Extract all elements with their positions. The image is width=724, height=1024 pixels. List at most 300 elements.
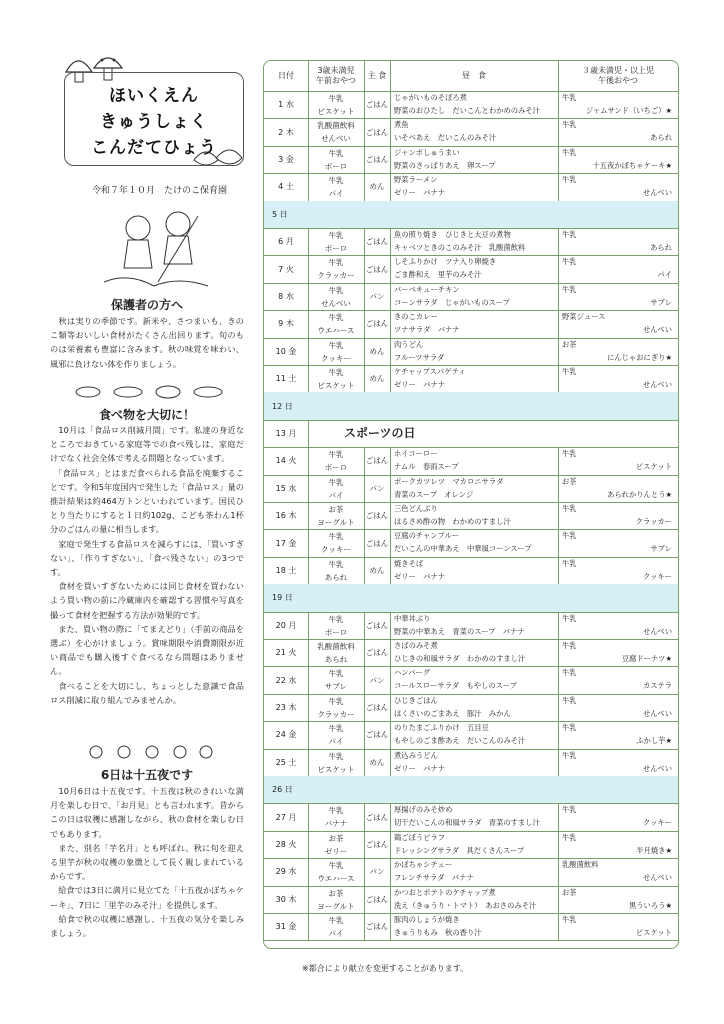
- date-day: 24: [275, 730, 286, 740]
- date-cell: [264, 694, 309, 721]
- table-row: [264, 694, 678, 722]
- staple-cell: ごはん: [364, 721, 391, 748]
- am-snack-cell: [308, 310, 365, 337]
- am-drink: 牛乳: [328, 532, 344, 542]
- am-snack-cell: [308, 831, 365, 858]
- pm-snack: せんべい: [642, 380, 672, 389]
- date-cell: [264, 173, 309, 200]
- pm-snack-cell: [558, 913, 678, 940]
- table-row: [264, 666, 678, 694]
- table-row: [264, 584, 678, 612]
- pm-snack: あられかりんとう★: [607, 489, 672, 499]
- am-drink: 牛乳: [328, 559, 344, 569]
- date-cell: [264, 557, 309, 584]
- table-row: [264, 886, 678, 914]
- am-drink: 牛乳: [328, 176, 344, 186]
- am-drink: 牛乳: [328, 285, 344, 295]
- table-row: [264, 858, 678, 886]
- lunch-main: 豚肉のしょうが焼き: [394, 915, 460, 924]
- lunch-sides: コールスローサラダ もやしのスープ: [394, 681, 517, 691]
- pm-snack-cell: [558, 694, 678, 721]
- lunch-main: 野菜ラーメン: [394, 175, 438, 185]
- lunch-sides: ゼリー バナナ: [394, 188, 446, 198]
- date-cell: [264, 584, 332, 611]
- pm-snack: ビスケット: [635, 462, 672, 472]
- staple-cell: めん: [364, 749, 391, 776]
- date-weekday: 水: [285, 100, 294, 110]
- pm-snack: サブレ: [650, 297, 672, 307]
- am-drink: 乳酸菌飲料: [317, 642, 355, 651]
- date-weekday: 月: [288, 620, 297, 630]
- table-row: [264, 420, 678, 448]
- pm-snack: ふかし芋★: [636, 736, 672, 746]
- lunch-main: 中華丼ぶり: [394, 613, 431, 623]
- am-snack-cell: [308, 612, 365, 639]
- lunch-main: 魚の照り焼き ひじきと大豆の煮物: [394, 230, 511, 239]
- table-row: [264, 228, 678, 256]
- date-day: 15: [275, 483, 286, 493]
- table-row: [264, 721, 678, 749]
- am-snack-cell: [308, 255, 365, 282]
- pm-snack-cell: [558, 831, 678, 858]
- lunch-main: かつおとポテトのケチャップ煮: [394, 887, 496, 897]
- pm-drink: 牛乳: [562, 284, 577, 294]
- date-weekday: 金: [288, 538, 297, 548]
- title-box: [64, 72, 244, 166]
- pm-snack-cell: [558, 255, 678, 282]
- date-day: 16: [275, 511, 286, 521]
- lunch-main: ハンバーグ: [394, 668, 430, 678]
- pm-snack-cell: [558, 666, 678, 693]
- date-day: 31: [275, 922, 286, 932]
- am-snack-cell: [308, 666, 365, 693]
- lunch-main: きのこカレー: [394, 312, 438, 322]
- date-weekday: 木: [288, 702, 297, 712]
- lunch-main: じゃがいものそぼろ煮: [394, 93, 467, 102]
- date-cell: [264, 392, 332, 419]
- am-snack: クラッカー: [317, 709, 355, 719]
- am-snack-cell: [308, 146, 365, 173]
- pm-drink: 牛乳: [562, 695, 577, 705]
- table-row: [264, 447, 678, 475]
- jugoya-text: 10月6日は十五夜です。十五夜は秋のきれいな満月を楽しむ日で、「お月見」とも言われます。昔からこの日は収穫に感謝しながら、秋の食材を楽しむ日でもあります。 また、別名「芋名月」とも呼ばれ、秋に旬を迎える里芋が秋の収穫の象徴として長く親しまれているからです。 給食では3日に満月に見立てた「十五夜かぼちゃケーキ」、7日に「里芋のみそ汁」を提供します。 給食で秋の収穫に感謝し、十五夜の気分を楽しみましょう。: [50, 786, 244, 939]
- title-line-1: ほいくえん: [109, 86, 199, 106]
- date-cell: [264, 639, 309, 666]
- staple-cell: ごはん: [364, 639, 391, 666]
- date-day: 18: [275, 565, 286, 575]
- table-row: [264, 475, 678, 503]
- am-drink: お茶: [328, 505, 344, 514]
- lunch-main: 焼きそば: [394, 558, 424, 568]
- header-lunch: 昼 食: [390, 61, 559, 91]
- am-snack: パイ: [328, 737, 344, 747]
- date-day: 8: [278, 291, 284, 301]
- date-weekday: 金: [288, 730, 297, 740]
- pm-snack: パイ: [657, 270, 672, 280]
- pm-snack: ビスケット: [635, 928, 672, 937]
- pm-drink: お茶: [562, 887, 577, 897]
- date-day: 12: [272, 401, 283, 411]
- pm-snack-cell: [558, 886, 678, 913]
- pm-snack: クッキー: [642, 571, 672, 581]
- date-weekday: 水: [288, 675, 297, 685]
- pm-snack: サブレ: [650, 544, 672, 554]
- pm-snack-cell: [558, 749, 678, 776]
- lunch-cell: [390, 612, 559, 639]
- date-day: 9: [278, 319, 284, 329]
- pm-drink: 牛乳: [562, 175, 577, 185]
- staple-cell: ごはん: [364, 831, 391, 858]
- am-drink: 牛乳: [328, 368, 344, 377]
- am-drink: 牛乳: [328, 861, 344, 871]
- lunch-cell: [390, 475, 559, 502]
- pm-snack-cell: [558, 283, 678, 310]
- date-day: 2: [278, 127, 284, 137]
- lunch-cell: [390, 803, 559, 830]
- lunch-main: ポークカツレツ マカロニサラダ: [394, 476, 504, 486]
- lunch-main: ひじきごはん: [394, 695, 438, 705]
- lunch-sides: はくさいのごまあえ 豚汁 みかん: [394, 708, 511, 718]
- am-snack: ビスケット: [317, 764, 355, 774]
- am-snack: ビスケット: [317, 381, 355, 390]
- date-weekday: 日: [284, 785, 293, 795]
- lunch-cell: [390, 338, 559, 365]
- date-day: 20: [275, 620, 286, 630]
- table-row: [264, 803, 678, 831]
- am-snack-cell: [308, 283, 365, 310]
- date-day: 14: [275, 456, 286, 466]
- pm-snack-cell: [558, 858, 678, 885]
- date-cell: [264, 283, 309, 310]
- lunch-sides: 野菜のおひたし だいこんとわかめのみそ汁: [394, 106, 540, 115]
- pm-drink: 乳酸菌飲料: [562, 860, 599, 870]
- header-am-snack: 3歳未満児 午前おやつ: [308, 61, 365, 91]
- table-row: [264, 91, 678, 119]
- lunch-main: さばのみそ煮: [394, 641, 438, 650]
- am-snack-cell: [308, 338, 365, 365]
- title-line-2: きゅうしょく: [100, 112, 208, 132]
- pm-snack-cell: [558, 612, 678, 639]
- pm-snack-cell: [558, 228, 678, 255]
- table-row: [264, 529, 678, 557]
- am-snack-cell: [308, 639, 365, 666]
- am-snack-cell: [308, 803, 365, 830]
- am-snack-cell: [308, 502, 365, 529]
- lunch-sides: ひじきの和風サラダ わかめのすまし汁: [394, 654, 526, 663]
- am-snack-cell: [308, 886, 365, 913]
- pm-drink: 牛乳: [562, 367, 577, 376]
- am-drink: 牛乳: [328, 696, 344, 706]
- lunch-cell: [390, 228, 559, 255]
- date-cell: [264, 858, 309, 885]
- am-drink: 乳酸菌飲料: [317, 121, 355, 131]
- date-weekday: 木: [285, 319, 294, 329]
- sports-day-label: スポーツの日: [344, 425, 416, 440]
- lunch-main: 煮込みうどん: [394, 750, 438, 760]
- am-drink: 牛乳: [328, 231, 344, 240]
- am-snack-cell: [308, 228, 365, 255]
- date-cell: [264, 255, 309, 282]
- am-drink: お茶: [328, 833, 344, 843]
- table-row: [264, 392, 678, 420]
- date-day: 26: [272, 785, 283, 795]
- date-weekday: 火: [285, 264, 294, 274]
- date-cell: [264, 228, 309, 255]
- pm-drink: 牛乳: [562, 449, 577, 459]
- pm-drink: 牛乳: [562, 147, 577, 157]
- am-snack-cell: [308, 529, 365, 556]
- food-title: 食べ物を大切に！: [98, 408, 195, 422]
- date-day: 5: [272, 209, 278, 219]
- am-snack: あられ: [324, 572, 348, 582]
- table-row: [264, 831, 678, 859]
- date-cell: [264, 146, 309, 173]
- pm-snack: あられ: [650, 133, 672, 143]
- date-day: 7: [278, 264, 284, 274]
- date-weekday: 金: [285, 154, 294, 164]
- lunch-sides: フレンチサラダ バナナ: [394, 873, 474, 883]
- staple-cell: ごはん: [364, 91, 391, 118]
- lunch-cell: [390, 639, 559, 666]
- lunch-main: 煮魚: [394, 120, 409, 130]
- date-cell: [264, 502, 309, 529]
- date-day: 25: [275, 757, 286, 767]
- lunch-cell: [390, 447, 559, 474]
- date-day: 23: [275, 702, 286, 712]
- am-snack: ヨーグルト: [317, 901, 355, 911]
- am-snack-cell: [308, 749, 365, 776]
- lunch-main: バーベキューチキン: [394, 284, 460, 294]
- staple-cell: パン: [364, 283, 391, 310]
- staple-cell: ごはん: [364, 803, 391, 830]
- table-row: [264, 502, 678, 530]
- table-row: [264, 557, 678, 585]
- lunch-cell: [390, 118, 559, 145]
- lunch-sides: ゼリー バナナ: [394, 571, 446, 581]
- pm-drink: 牛乳: [562, 558, 577, 568]
- am-snack: クッキー: [321, 353, 351, 363]
- moon-divider: [84, 744, 214, 760]
- pm-snack-cell: [558, 639, 678, 666]
- date-weekday: 水: [285, 291, 294, 301]
- date-weekday: 月: [288, 812, 297, 822]
- lunch-sides: 野菜のさっぱりあえ 卵スープ: [394, 160, 496, 170]
- am-snack-cell: [308, 91, 365, 118]
- lunch-cell: [390, 146, 559, 173]
- am-snack: バナナ: [324, 819, 348, 829]
- am-drink: 牛乳: [328, 751, 344, 761]
- am-snack: ゼリー: [324, 846, 348, 856]
- staple-cell: ごはん: [364, 447, 391, 474]
- staple-cell: パン: [364, 666, 391, 693]
- pm-snack-cell: [558, 502, 678, 529]
- lunch-cell: [390, 91, 559, 118]
- pm-snack: クラッカー: [635, 517, 672, 526]
- lunch-sides: きゅうりもみ 秋の香り汁: [394, 928, 482, 937]
- staple-cell: パン: [364, 475, 391, 502]
- lunch-main: しそふりかけ ツナ入り卵焼き: [394, 257, 497, 267]
- date-cell: [264, 118, 309, 145]
- lunch-main: 肉うどん: [394, 339, 424, 349]
- table-row: [264, 118, 678, 146]
- date-cell: [264, 365, 309, 392]
- header-pm-snack: ３歳未満児・以上児 午後おやつ: [582, 66, 654, 85]
- lunch-main: 三色どんぶり: [394, 504, 438, 513]
- staple-cell: めん: [364, 173, 391, 200]
- lunch-main: 豆腐のチャンプルー: [394, 531, 460, 541]
- table-row: [264, 776, 678, 804]
- am-snack-cell: [308, 721, 365, 748]
- lunch-main: 厚揚げのみそ炒め: [394, 805, 453, 815]
- lunch-cell: [390, 557, 559, 584]
- staple-cell: ごはん: [364, 913, 391, 940]
- am-snack-cell: [308, 913, 365, 940]
- pm-drink: 牛乳: [562, 257, 577, 267]
- pm-snack: せんべい: [642, 763, 672, 773]
- staple-cell: パン: [364, 858, 391, 885]
- pm-snack-cell: [558, 447, 678, 474]
- food-text: 10月は「食品ロス削減月間」です。私達の身近なところでおきている家庭等での食べ残しは、家庭だけでなく社会全体で考える問題となっています。 「食品ロス」とはまだ食べられる食品を廃棄することです。令和5年度国内で発生した「食品ロス」量の推計結果は約464万トンといわれています。国民ひとり当たりにすると１日約102g、こども茶わん1杯分のごはんの量に相当します。 家庭で発生する食品ロスを減らすには、「買いすぎない」、「作りすぎない」、「食べ残さない」の3つです。 食材を買いすぎないためには同じ食材を買わないよう買い物の前に冷蔵庫内を確認する習慣や写真を撮って食材を把握する方法が効果的です。 また、買い物の際に「てまえどり」（手前の商品を選ぶ）を心がけましょう。賞味期限や消費期限が近い商品でも購入後すぐ食べるなら問題はありません。 食べることを大切にし、ちょっとした意識で食品ロス削減に取り組んでみませんか。: [50, 425, 244, 705]
- lunch-cell: [390, 283, 559, 310]
- date-weekday: 日: [284, 401, 293, 411]
- date-cell: [264, 91, 309, 118]
- children-raking-leaves-illustration: [98, 206, 218, 292]
- lunch-sides: 切干だいこんの和風サラダ 青菜のすまし汁: [394, 818, 540, 828]
- date-cell: [264, 447, 309, 474]
- date-cell: [264, 913, 309, 940]
- pm-drink: 牛乳: [562, 750, 577, 760]
- lunch-sides: ゼリー バナナ: [394, 763, 446, 773]
- date-weekday: 木: [288, 894, 297, 904]
- pm-snack: せんべい: [642, 626, 672, 636]
- lunch-cell: [390, 365, 559, 392]
- pm-snack-cell: [558, 721, 678, 748]
- staple-cell: めん: [364, 338, 391, 365]
- pm-snack: せんべい: [642, 325, 672, 335]
- am-snack-cell: [308, 447, 365, 474]
- lunch-sides: もやしのごま酢あえ だいこんのみそ汁: [394, 736, 526, 746]
- lunch-sides: だいこんの中華あえ 中華風コーンスープ: [394, 544, 532, 554]
- lunch-cell: [390, 858, 559, 885]
- lunch-sides: 野菜の中華あえ 青菜のスープ バナナ: [394, 626, 525, 636]
- pm-snack-cell: [558, 146, 678, 173]
- date-cell: [264, 721, 309, 748]
- am-drink: 牛乳: [328, 614, 344, 624]
- date-cell: [264, 666, 309, 693]
- pm-drink: 野菜ジュース: [562, 312, 606, 322]
- header-date: 日付: [264, 61, 309, 91]
- pm-drink: 牛乳: [562, 668, 577, 678]
- date-day: 27: [275, 812, 286, 822]
- table-row: [264, 173, 678, 201]
- am-snack-cell: [308, 557, 365, 584]
- lunch-cell: [390, 913, 559, 940]
- am-snack: パイ: [328, 490, 344, 500]
- date-weekday: 金: [288, 922, 297, 932]
- am-drink: 牛乳: [328, 669, 344, 679]
- date-day: 11: [275, 374, 286, 384]
- date-day: 19: [272, 593, 283, 603]
- date-cell: [264, 749, 309, 776]
- am-snack: ヨーグルト: [317, 518, 355, 527]
- am-drink: 牛乳: [328, 916, 344, 925]
- date-day: 3: [278, 154, 284, 164]
- menu-table: [263, 60, 679, 949]
- date-cell: [264, 338, 309, 365]
- date-cell: [264, 831, 309, 858]
- am-drink: 牛乳: [328, 148, 344, 158]
- staple-cell: ごはん: [364, 612, 391, 639]
- date-day: 6: [278, 237, 284, 247]
- am-drink: 牛乳: [328, 258, 344, 268]
- issue-date: 令和７年１０月 たけのこ保育園: [92, 186, 228, 196]
- lunch-cell: [390, 721, 559, 748]
- date-cell: [264, 310, 309, 337]
- am-drink: 牛乳: [328, 806, 344, 816]
- lunch-cell: [390, 173, 559, 200]
- am-snack: サブレ: [324, 682, 348, 692]
- am-snack-cell: [308, 475, 365, 502]
- date-weekday: 月: [285, 237, 294, 247]
- date-day: 28: [275, 839, 286, 849]
- date-day: 29: [275, 867, 286, 877]
- am-snack: せんべい: [321, 134, 351, 144]
- lunch-cell: [390, 502, 559, 529]
- lunch-sides: 青菜のスープ オレンジ: [394, 489, 474, 499]
- date-day: 22: [275, 675, 286, 685]
- date-cell: [264, 529, 309, 556]
- am-drink: 牛乳: [328, 340, 344, 350]
- pm-drink: 牛乳: [562, 120, 577, 130]
- lunch-cell: [390, 255, 559, 282]
- pm-snack: クッキー: [642, 818, 672, 828]
- am-drink: 牛乳: [328, 450, 344, 460]
- pm-drink: 牛乳: [562, 531, 577, 541]
- date-weekday: 土: [288, 757, 297, 767]
- table-header: [264, 61, 678, 92]
- lunch-main: かぼちゃシチュー: [394, 860, 453, 870]
- pm-snack-cell: [558, 173, 678, 200]
- jugoya-title: 6日は十五夜です: [100, 768, 194, 782]
- lunch-main: のりたまごふりかけ 五目豆: [394, 723, 489, 733]
- pm-snack-cell: [558, 557, 678, 584]
- pm-drink: 牛乳: [562, 805, 577, 815]
- pm-drink: 牛乳: [562, 723, 577, 733]
- date-weekday: 水: [288, 867, 297, 877]
- parents-text: 秋は実りの季節です。新米や、さつまいも、きのこ類等おいしい食材がたくさん出回ります。旬のものは栄養素も豊富に含みます。秋の味覚を味わい、風邪に負けない体を作りましょう。: [50, 316, 244, 369]
- lunch-cell: [390, 694, 559, 721]
- lunch-sides: ごま酢和え 里芋のみそ汁: [394, 270, 482, 280]
- date-weekday: 月: [288, 428, 297, 438]
- am-snack: クラッカー: [317, 271, 355, 281]
- pm-snack: 黒ういろう★: [628, 900, 672, 910]
- staple-cell: ごはん: [364, 118, 391, 145]
- pm-drink: 牛乳: [562, 641, 577, 650]
- staple-cell: ごはん: [364, 529, 391, 556]
- date-day: 10: [275, 346, 286, 356]
- date-cell: [264, 803, 309, 830]
- pm-snack-cell: [558, 91, 678, 118]
- lunch-sides: フルーツサラダ: [394, 352, 445, 362]
- date-weekday: 金: [288, 346, 297, 356]
- pm-snack: ジャムサンド（いちご）★: [585, 106, 672, 115]
- header-staple: 主 食: [364, 61, 391, 91]
- date-day: 21: [275, 648, 286, 658]
- am-drink: 牛乳: [328, 477, 344, 487]
- pm-drink: 牛乳: [562, 230, 577, 239]
- am-drink: お茶: [328, 888, 344, 898]
- lunch-sides: ドレッシングサラダ 具だくさんスープ: [394, 845, 525, 855]
